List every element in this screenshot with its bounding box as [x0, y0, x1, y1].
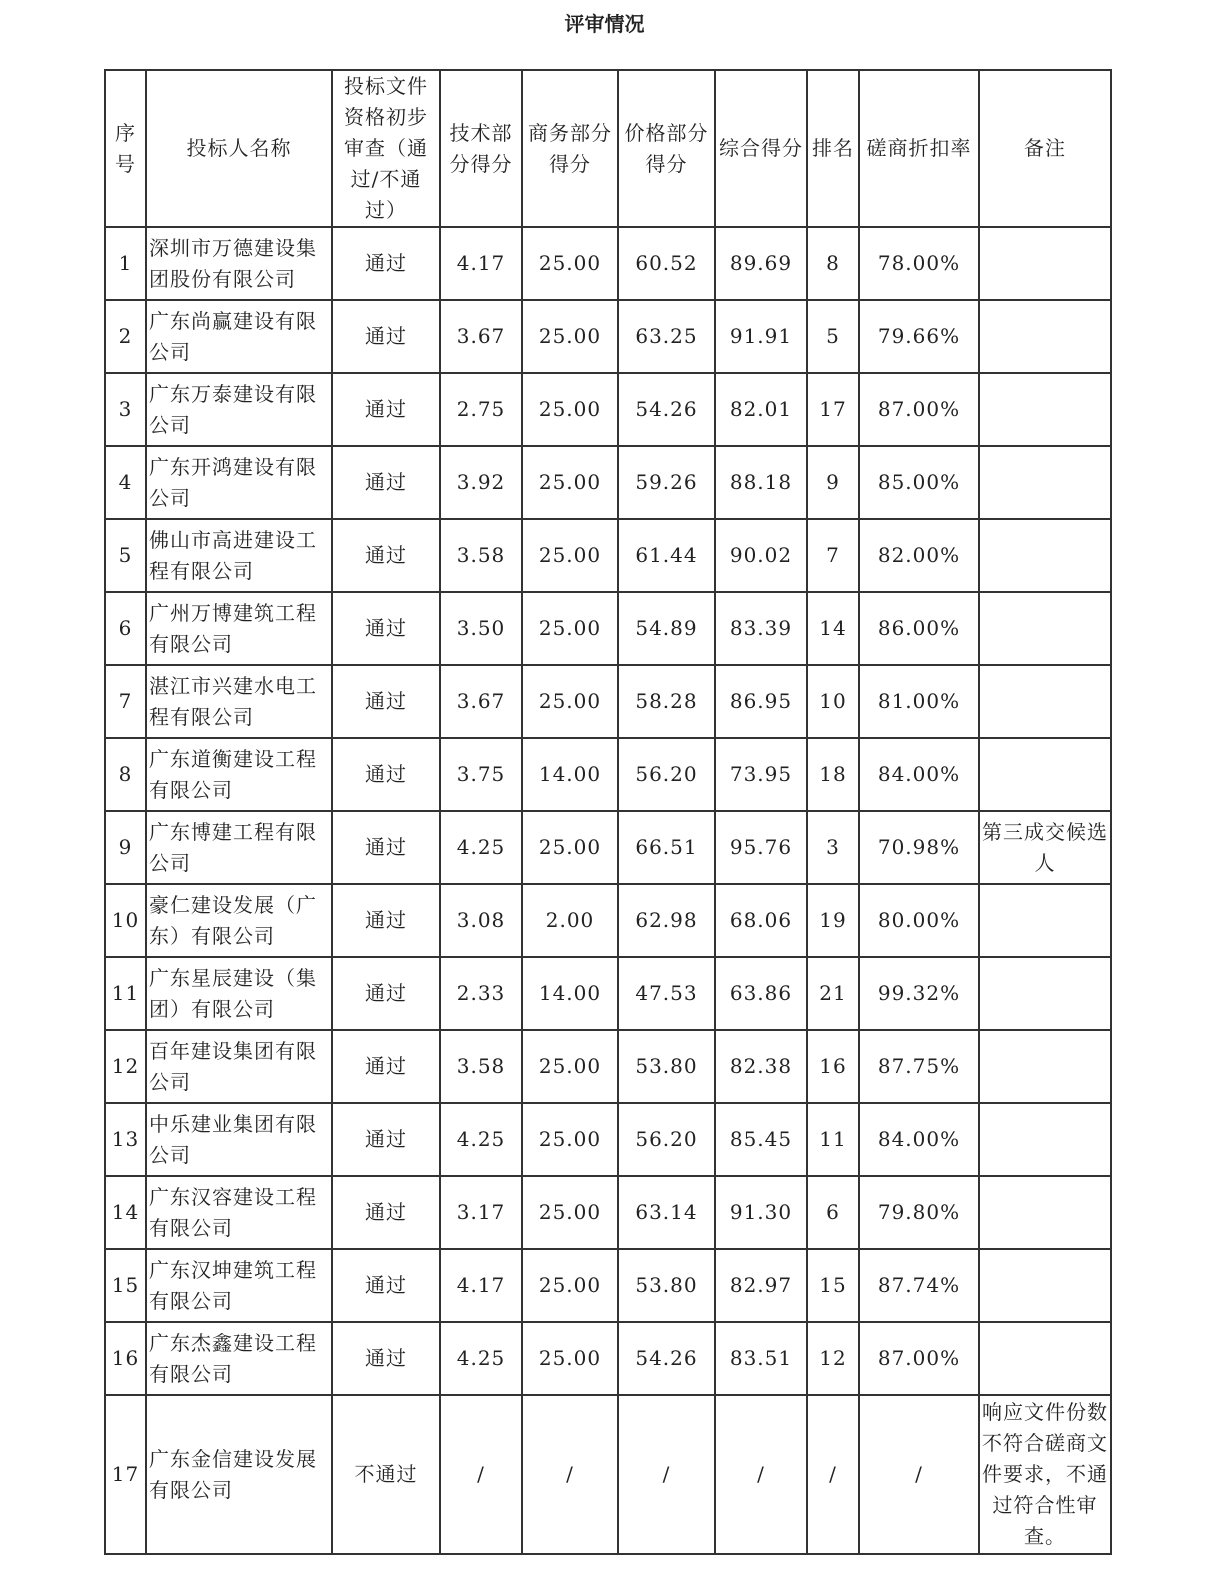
cell-bidder-name: 广东金信建设发展有限公司	[146, 1395, 332, 1554]
cell-total-score: 82.97	[715, 1249, 807, 1322]
cell-price-score: 59.26	[618, 446, 715, 519]
cell-bidder-name: 广东汉容建设工程有限公司	[146, 1176, 332, 1249]
cell-price-score: /	[618, 1395, 715, 1554]
cell-remark	[979, 446, 1111, 519]
cell-seq: 3	[105, 373, 146, 446]
cell-bidder-name: 广东道衡建设工程有限公司	[146, 738, 332, 811]
cell-discount-rate: 87.74%	[859, 1249, 979, 1322]
cell-bidder-name: 广东星辰建设（集团）有限公司	[146, 957, 332, 1030]
cell-seq: 12	[105, 1030, 146, 1103]
cell-seq: 15	[105, 1249, 146, 1322]
table-row	[105, 1249, 1111, 1322]
cell-price-score: 53.80	[618, 1249, 715, 1322]
cell-business-score: 25.00	[522, 1176, 618, 1249]
cell-bidder-name: 广州万博建筑工程有限公司	[146, 592, 332, 665]
table-row	[105, 665, 1111, 738]
cell-rank: 12	[807, 1322, 859, 1395]
cell-total-score: /	[715, 1395, 807, 1554]
cell-discount-rate: 70.98%	[859, 811, 979, 884]
cell-tech-score: 3.58	[440, 519, 522, 592]
table-row	[105, 811, 1111, 884]
cell-bidder-name: 豪仁建设发展（广东）有限公司	[146, 884, 332, 957]
cell-price-score: 54.89	[618, 592, 715, 665]
cell-tech-score: 4.25	[440, 1322, 522, 1395]
cell-rank: 14	[807, 592, 859, 665]
cell-rank: 11	[807, 1103, 859, 1176]
cell-seq: 4	[105, 446, 146, 519]
cell-qualification: 通过	[332, 884, 440, 957]
cell-rank: /	[807, 1395, 859, 1554]
cell-total-score: 68.06	[715, 884, 807, 957]
cell-rank: 8	[807, 227, 859, 300]
cell-remark: 响应文件份数不符合磋商文件要求，不通过符合性审查。	[979, 1395, 1111, 1554]
header-price-score: 价格部分得分	[618, 70, 715, 227]
cell-total-score: 91.91	[715, 300, 807, 373]
table-row	[105, 1030, 1111, 1103]
cell-rank: 7	[807, 519, 859, 592]
cell-bidder-name: 中乐建业集团有限公司	[146, 1103, 332, 1176]
cell-discount-rate: 82.00%	[859, 519, 979, 592]
cell-bidder-name: 广东万泰建设有限公司	[146, 373, 332, 446]
cell-price-score: 62.98	[618, 884, 715, 957]
table-row	[105, 592, 1111, 665]
cell-rank: 16	[807, 1030, 859, 1103]
cell-discount-rate: 86.00%	[859, 592, 979, 665]
cell-total-score: 88.18	[715, 446, 807, 519]
cell-business-score: 2.00	[522, 884, 618, 957]
cell-bidder-name: 佛山市高进建设工程有限公司	[146, 519, 332, 592]
cell-rank: 19	[807, 884, 859, 957]
cell-seq: 10	[105, 884, 146, 957]
cell-price-score: 54.26	[618, 373, 715, 446]
cell-total-score: 90.02	[715, 519, 807, 592]
cell-remark	[979, 1030, 1111, 1103]
cell-rank: 10	[807, 665, 859, 738]
cell-total-score: 73.95	[715, 738, 807, 811]
cell-qualification: 通过	[332, 300, 440, 373]
cell-price-score: 66.51	[618, 811, 715, 884]
cell-discount-rate: 80.00%	[859, 884, 979, 957]
cell-rank: 17	[807, 373, 859, 446]
cell-seq: 1	[105, 227, 146, 300]
cell-remark	[979, 738, 1111, 811]
cell-qualification: 通过	[332, 738, 440, 811]
cell-rank: 3	[807, 811, 859, 884]
page-title: 评审情况	[564, 12, 645, 36]
cell-qualification: 通过	[332, 811, 440, 884]
cell-rank: 9	[807, 446, 859, 519]
header-tech-score: 技术部分得分	[440, 70, 522, 227]
cell-remark	[979, 884, 1111, 957]
cell-discount-rate: /	[859, 1395, 979, 1554]
cell-remark: 第三成交候选人	[979, 811, 1111, 884]
cell-discount-rate: 87.00%	[859, 1322, 979, 1395]
cell-seq: 16	[105, 1322, 146, 1395]
cell-rank: 15	[807, 1249, 859, 1322]
cell-qualification: 通过	[332, 665, 440, 738]
cell-rank: 5	[807, 300, 859, 373]
cell-qualification: 通过	[332, 1030, 440, 1103]
cell-business-score: 25.00	[522, 300, 618, 373]
table-row	[105, 1176, 1111, 1249]
cell-remark	[979, 300, 1111, 373]
cell-total-score: 95.76	[715, 811, 807, 884]
header-seq: 序号	[105, 70, 146, 227]
table-row	[105, 446, 1111, 519]
cell-business-score: 25.00	[522, 811, 618, 884]
cell-qualification: 通过	[332, 1322, 440, 1395]
cell-tech-score: 4.17	[440, 227, 522, 300]
cell-total-score: 82.38	[715, 1030, 807, 1103]
cell-discount-rate: 79.80%	[859, 1176, 979, 1249]
table-row	[105, 957, 1111, 1030]
cell-seq: 17	[105, 1395, 146, 1554]
cell-business-score: 25.00	[522, 1103, 618, 1176]
cell-price-score: 54.26	[618, 1322, 715, 1395]
cell-business-score: 25.00	[522, 1030, 618, 1103]
cell-tech-score: 3.92	[440, 446, 522, 519]
cell-price-score: 53.80	[618, 1030, 715, 1103]
header-total-score: 综合得分	[715, 70, 807, 227]
cell-qualification: 通过	[332, 446, 440, 519]
cell-bidder-name: 广东尚赢建设有限公司	[146, 300, 332, 373]
cell-price-score: 61.44	[618, 519, 715, 592]
cell-discount-rate: 81.00%	[859, 665, 979, 738]
cell-bidder-name: 深圳市万德建设集团股份有限公司	[146, 227, 332, 300]
cell-bidder-name: 广东开鸿建设有限公司	[146, 446, 332, 519]
cell-remark	[979, 519, 1111, 592]
cell-seq: 7	[105, 665, 146, 738]
cell-price-score: 60.52	[618, 227, 715, 300]
cell-tech-score: 4.17	[440, 1249, 522, 1322]
cell-total-score: 83.39	[715, 592, 807, 665]
cell-total-score: 82.01	[715, 373, 807, 446]
cell-tech-score: 4.25	[440, 1103, 522, 1176]
cell-remark	[979, 1176, 1111, 1249]
cell-price-score: 56.20	[618, 1103, 715, 1176]
cell-seq: 14	[105, 1176, 146, 1249]
cell-rank: 6	[807, 1176, 859, 1249]
cell-business-score: 25.00	[522, 519, 618, 592]
cell-tech-score: 3.75	[440, 738, 522, 811]
cell-remark	[979, 227, 1111, 300]
cell-price-score: 63.25	[618, 300, 715, 373]
cell-business-score: 25.00	[522, 1249, 618, 1322]
header-remark: 备注	[979, 70, 1111, 227]
cell-discount-rate: 84.00%	[859, 738, 979, 811]
header-row	[105, 70, 1111, 227]
cell-discount-rate: 85.00%	[859, 446, 979, 519]
cell-qualification: 不通过	[332, 1395, 440, 1554]
cell-tech-score: 3.17	[440, 1176, 522, 1249]
cell-business-score: 25.00	[522, 227, 618, 300]
table-row	[105, 300, 1111, 373]
cell-remark	[979, 957, 1111, 1030]
cell-discount-rate: 84.00%	[859, 1103, 979, 1176]
cell-price-score: 63.14	[618, 1176, 715, 1249]
cell-seq: 8	[105, 738, 146, 811]
cell-remark	[979, 1322, 1111, 1395]
cell-total-score: 91.30	[715, 1176, 807, 1249]
cell-tech-score: 4.25	[440, 811, 522, 884]
cell-bidder-name: 湛江市兴建水电工程有限公司	[146, 665, 332, 738]
cell-remark	[979, 665, 1111, 738]
review-table	[104, 69, 1112, 1555]
cell-business-score: 25.00	[522, 446, 618, 519]
header-discount-rate: 磋商折扣率	[859, 70, 979, 227]
cell-tech-score: 3.67	[440, 300, 522, 373]
cell-total-score: 89.69	[715, 227, 807, 300]
cell-qualification: 通过	[332, 1103, 440, 1176]
cell-tech-score: 3.67	[440, 665, 522, 738]
cell-discount-rate: 78.00%	[859, 227, 979, 300]
cell-total-score: 63.86	[715, 957, 807, 1030]
table-row	[105, 738, 1111, 811]
cell-seq: 9	[105, 811, 146, 884]
cell-seq: 2	[105, 300, 146, 373]
cell-remark	[979, 1249, 1111, 1322]
cell-bidder-name: 百年建设集团有限公司	[146, 1030, 332, 1103]
table-row	[105, 1103, 1111, 1176]
cell-remark	[979, 373, 1111, 446]
cell-business-score: 25.00	[522, 373, 618, 446]
table-row	[105, 1395, 1111, 1554]
cell-remark	[979, 592, 1111, 665]
cell-qualification: 通过	[332, 227, 440, 300]
header-business-score: 商务部分得分	[522, 70, 618, 227]
cell-business-score: 25.00	[522, 1322, 618, 1395]
cell-seq: 6	[105, 592, 146, 665]
cell-seq: 11	[105, 957, 146, 1030]
cell-business-score: 14.00	[522, 738, 618, 811]
cell-bidder-name: 广东汉坤建筑工程有限公司	[146, 1249, 332, 1322]
cell-qualification: 通过	[332, 1176, 440, 1249]
cell-price-score: 47.53	[618, 957, 715, 1030]
cell-remark	[979, 1103, 1111, 1176]
cell-qualification: 通过	[332, 519, 440, 592]
table-row	[105, 1322, 1111, 1395]
cell-total-score: 86.95	[715, 665, 807, 738]
cell-tech-score: 3.08	[440, 884, 522, 957]
cell-bidder-name: 广东博建工程有限公司	[146, 811, 332, 884]
header-name: 投标人名称	[146, 70, 332, 227]
cell-discount-rate: 87.75%	[859, 1030, 979, 1103]
cell-tech-score: 2.33	[440, 957, 522, 1030]
table-row	[105, 373, 1111, 446]
cell-rank: 18	[807, 738, 859, 811]
cell-qualification: 通过	[332, 592, 440, 665]
cell-business-score: /	[522, 1395, 618, 1554]
cell-rank: 21	[807, 957, 859, 1030]
cell-qualification: 通过	[332, 957, 440, 1030]
cell-bidder-name: 广东杰鑫建设工程有限公司	[146, 1322, 332, 1395]
cell-seq: 13	[105, 1103, 146, 1176]
cell-discount-rate: 99.32%	[859, 957, 979, 1030]
cell-tech-score: /	[440, 1395, 522, 1554]
table-row	[105, 519, 1111, 592]
cell-qualification: 通过	[332, 373, 440, 446]
cell-tech-score: 2.75	[440, 373, 522, 446]
header-rank: 排名	[807, 70, 859, 227]
cell-discount-rate: 87.00%	[859, 373, 979, 446]
cell-total-score: 85.45	[715, 1103, 807, 1176]
cell-qualification: 通过	[332, 1249, 440, 1322]
cell-discount-rate: 79.66%	[859, 300, 979, 373]
cell-tech-score: 3.58	[440, 1030, 522, 1103]
header-qualification: 投标文件资格初步审查（通过/不通过）	[332, 70, 440, 227]
table-row	[105, 227, 1111, 300]
cell-seq: 5	[105, 519, 146, 592]
cell-tech-score: 3.50	[440, 592, 522, 665]
cell-total-score: 83.51	[715, 1322, 807, 1395]
cell-business-score: 25.00	[522, 665, 618, 738]
cell-price-score: 56.20	[618, 738, 715, 811]
table-row	[105, 884, 1111, 957]
cell-business-score: 25.00	[522, 592, 618, 665]
cell-business-score: 14.00	[522, 957, 618, 1030]
cell-price-score: 58.28	[618, 665, 715, 738]
